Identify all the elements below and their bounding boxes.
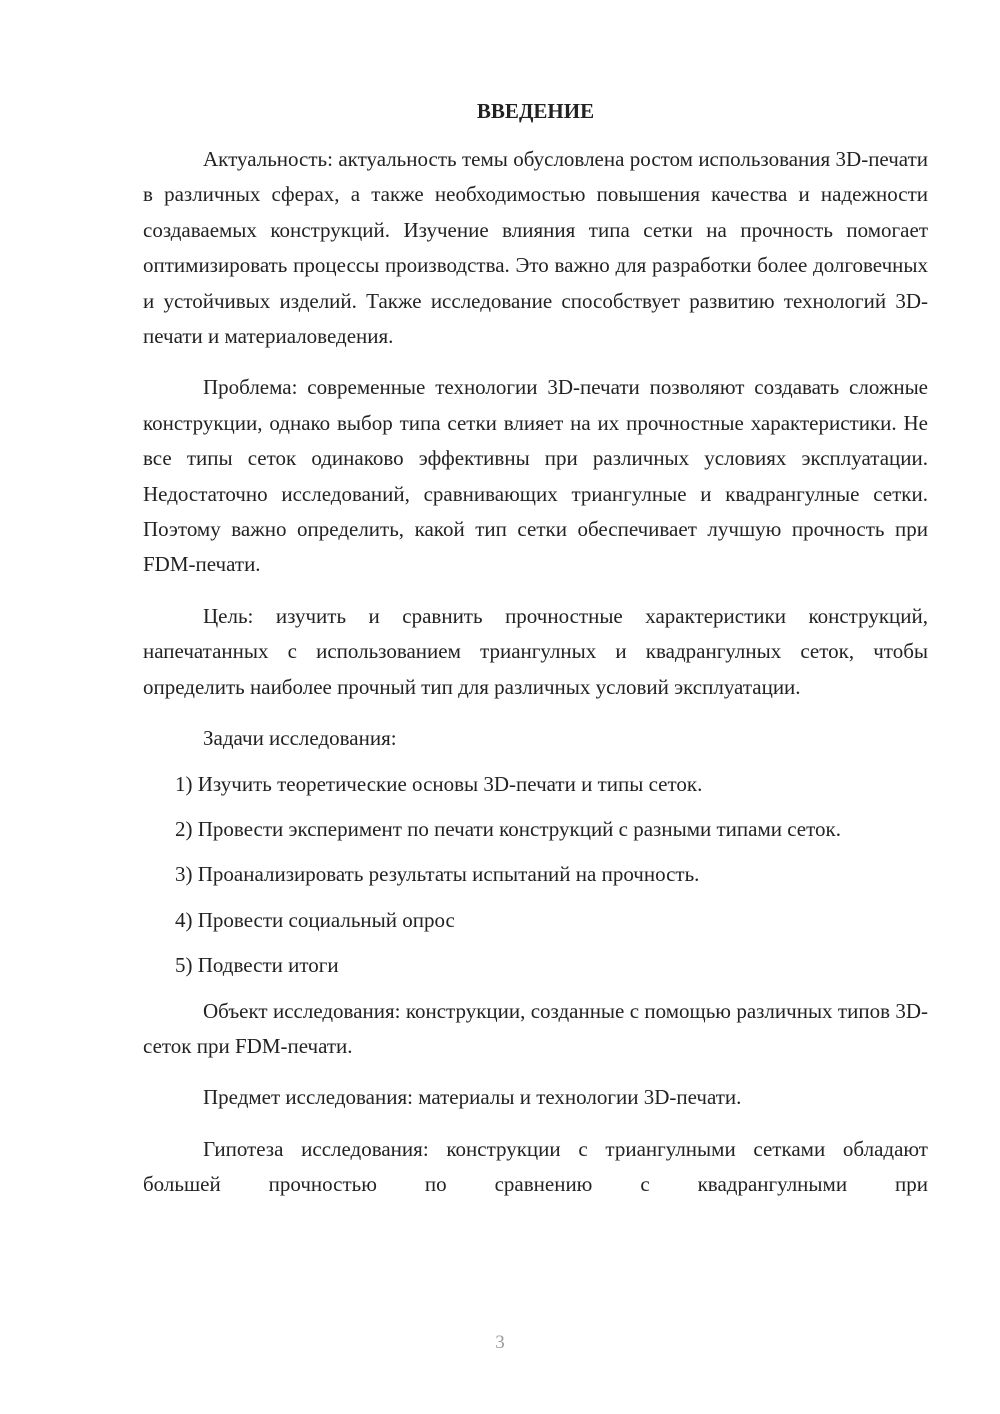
task-item-4: 4) Провести социальный опрос	[175, 907, 455, 932]
paragraph-problem: Проблема: современные технологии 3D-печати позволяют создавать сложные конструкции, однако выбор типа сетки влияет на их прочностные характеристики. Не все типы сеток одинаково эффективны при различных условиях эксплуатации. Недостаточно исследований, сравнивающих триангулные и квадрангулные сетки. Поэтому важно определить, какой тип сетки обеспечивает лучшую прочность при FDM-печати.	[143, 375, 928, 577]
page-number: 3	[495, 1332, 505, 1353]
task-item-5: 5) Подвести итоги	[175, 953, 339, 978]
paragraph-subject: Предмет исследования: материалы и технологии 3D-печати.	[203, 1085, 742, 1110]
paragraph-goal: Цель: изучить и сравнить прочностные характеристики конструкций, напечатанных с использованием триангулных и квадрангулных сеток, чтобы определить наиболее прочный тип для различных условий эксплуатации.	[143, 603, 928, 699]
section-title: ВВЕДЕНИЕ	[476, 99, 595, 123]
task-item-1: 1) Изучить теоретические основы 3D-печати и типы сеток.	[175, 771, 703, 796]
tasks-heading: Задачи исследования:	[203, 726, 397, 751]
paragraph-hypothesis: Гипотеза исследования: конструкции с триангулными сетками обладают большей прочностью по сравнению с квадрангулными при	[143, 1136, 928, 1197]
task-item-3: 3) Проанализировать результаты испытаний на прочность.	[175, 862, 700, 887]
paragraph-object: Объект исследования: конструкции, созданные с помощью различных типов 3D-сеток при FDM-печати.	[143, 998, 928, 1058]
document-page	[143, 96, 928, 1219]
task-item-2: 2) Провести эксперимент по печати конструкций с разными типами сеток.	[175, 816, 841, 841]
paragraph-relevance: Актуальность: актуальность темы обусловлена ростом использования 3D-печати в различных сферах, а также необходимостью повышения качества и надежности создаваемых конструкций. Изучение влияния типа сетки на прочность помогает оптимизировать процессы производства. Это важно для разработки более долговечных и устойчивых изделий. Также исследование способствует развитию технологий 3D-печати и материаловедения.	[143, 147, 928, 349]
